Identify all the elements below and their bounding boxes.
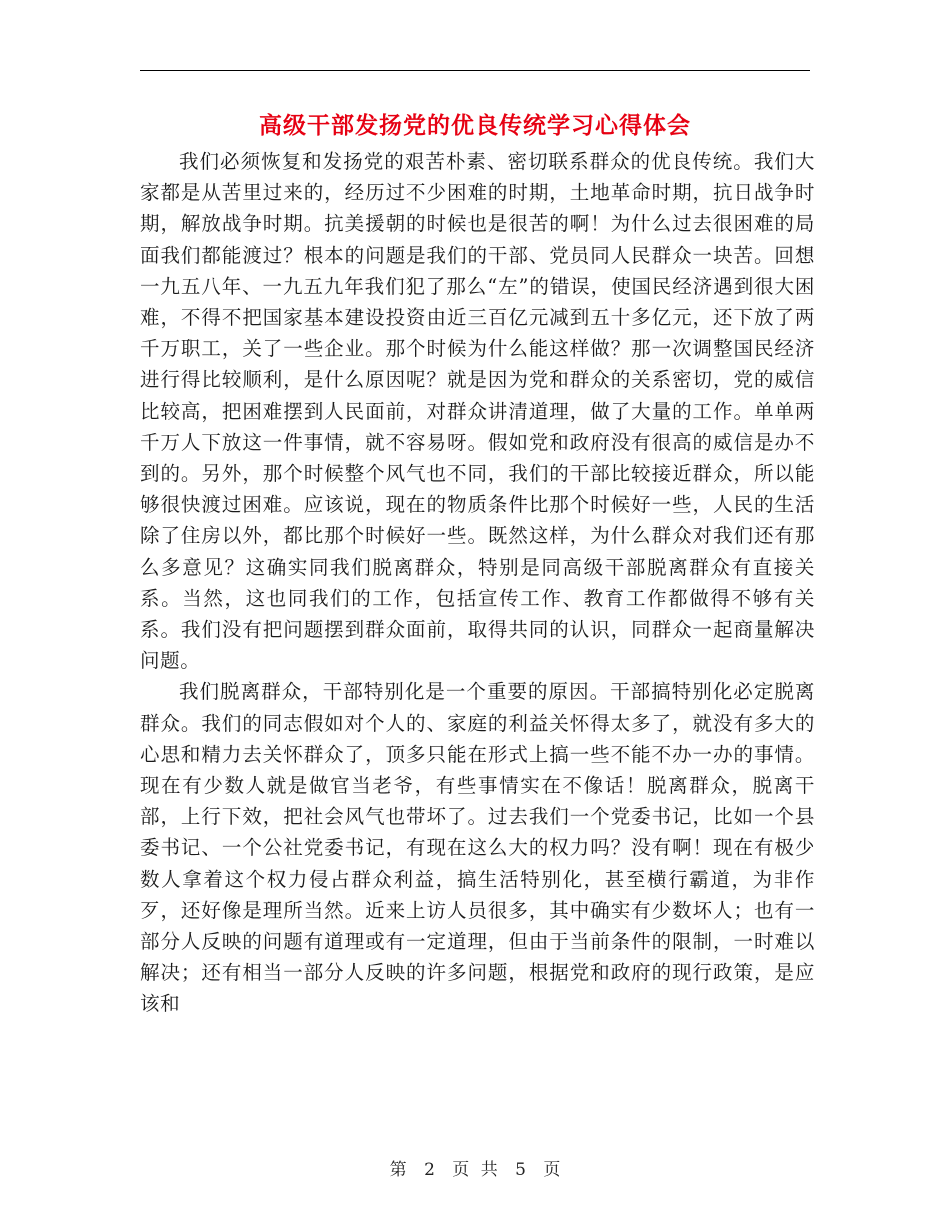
document-body	[140, 146, 815, 1020]
page-label-middle: 页 共	[452, 1160, 498, 1180]
paragraph-1: 我们必须恢复和发扬党的艰苦朴素、密切联系群众的优良传统。我们大家都是从苦里过来的，经历过不少困难的时期，土地革命时期，抗日战争时期，解放战争时期。抗美援朝的时候也是很苦的啊！为什么过去很困难的局面我们都能渡过？根本的问题是我们的干部、党员同人民群众一块苦。回想一九五八年、一九五九年我们犯了那么“左”的错误，使国民经济遇到很大困难，不得不把国家基本建设投资由近三百亿元减到五十多亿元，还下放了两千万职工，关了一些企业。那个时候为什么能这样做？那一次调整国民经济进行得比较顺利，是什么原因呢？就是因为党和群众的关系密切，党的威信比较高，把困难摆到人民面前，对群众讲清道理，做了大量的工作。单单两千万人下放这一件事情，就不容易呀。假如党和政府没有很高的威信是办不到的。另外，那个时候整个风气也不同，我们的干部比较接近群众，所以能够很快渡过困难。应该说，现在的物质条件比那个时候好一些，人民的生活除了住房以外，都比那个时候好一些。既然这样，为什么群众对我们还有那么多意见？这确实同我们脱离群众，特别是同高级干部脱离群众有直接关系。当然，这也同我们的工作，包括宣传工作、教育工作都做得不够有关系。我们没有把问题摆到群众面前，取得共同的认识，同群众一起商量解决问题。	[140, 150, 815, 673]
page-footer	[0, 1155, 950, 1180]
page-label-prefix: 第	[389, 1160, 407, 1180]
paragraph-2: 我们脱离群众，干部特别化是一个重要的原因。干部搞特别化必定脱离群众。我们的同志假如对个人的、家庭的利益关怀得太多了，就没有多大的心思和精力去关怀群众了，顶多只能在形式上搞一些不能不办一办的事情。现在有少数人就是做官当老爷，有些事情实在不像话！脱离群众，脱离干部，上行下效，把社会风气也带坏了。过去我们一个党委书记，比如一个县委书记、一个公社党委书记，有现在这么大的权力吗？没有啊！现在有极少数人拿着这个权力侵占群众利益，搞生活特别化，甚至横行霸道，为非作歹，还好像是理所当然。近来上访人员很多，其中确实有少数坏人；也有一部分人反映的问题有道理或有一定道理，但由于当前条件的限制，一时难以解决；还有相当一部分人反映的许多问题，根据党和政府的现行政策，是应该和	[140, 680, 815, 1016]
total-pages-number: 5	[515, 1160, 526, 1180]
page-label-suffix: 页	[543, 1160, 561, 1180]
header-rule	[140, 70, 810, 71]
current-page-number: 2	[424, 1160, 435, 1180]
document-title: 高级干部发扬党的优良传统学习心得体会	[259, 112, 691, 139]
